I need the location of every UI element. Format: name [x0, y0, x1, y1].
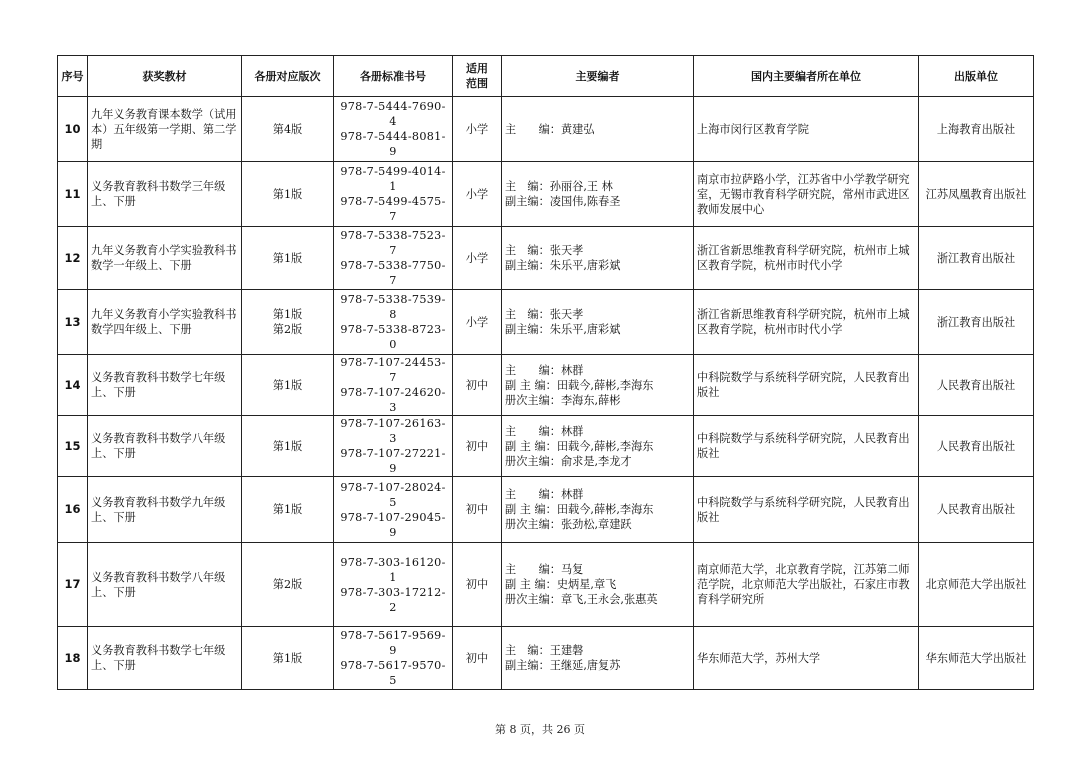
cell-editors: 主 编：黄建弘 — [502, 97, 694, 162]
cell-publisher: 江苏凤凰教育出版社 — [919, 162, 1034, 227]
cell-edition: 第1版 — [242, 355, 334, 416]
table-row — [58, 97, 1034, 162]
cell-title: 义务教育教科书数学八年级上、下册 — [88, 416, 242, 477]
cell-edition: 第1版 — [242, 162, 334, 227]
cell-scope: 小学 — [453, 227, 502, 290]
cell-scope: 小学 — [453, 97, 502, 162]
cell-scope: 小学 — [453, 290, 502, 355]
header-title: 获奖教材 — [88, 56, 242, 97]
cell-edition: 第1版 — [242, 627, 334, 690]
header-scope: 适用 范围 — [453, 56, 502, 97]
cell-editors: 主 编：林群 副 主 编：田载今,薛彬,李海东 册次主编：李海东,薛彬 — [502, 355, 694, 416]
cell-edition: 第2版 — [242, 543, 334, 627]
cell-editors: 主 编：马复 副 主 编：史炳星,章飞 册次主编：章飞,王永会,张惠英 — [502, 543, 694, 627]
cell-units: 浙江省新思维教育科学研究院，杭州市上城区教育学院，杭州市时代小学 — [694, 290, 919, 355]
cell-publisher: 浙江教育出版社 — [919, 290, 1034, 355]
cell-editors: 主 编：张天孝 副主编：朱乐平,唐彩斌 — [502, 290, 694, 355]
cell-publisher: 北京师范大学出版社 — [919, 543, 1034, 627]
cell-num: 12 — [58, 227, 88, 290]
cell-edition: 第1版 — [242, 227, 334, 290]
header-publisher: 出版单位 — [919, 56, 1034, 97]
cell-units: 上海市闵行区教育学院 — [694, 97, 919, 162]
cell-title: 义务教育教科书数学九年级上、下册 — [88, 477, 242, 543]
cell-edition: 第4版 — [242, 97, 334, 162]
cell-num: 18 — [58, 627, 88, 690]
cell-publisher: 华东师范大学出版社 — [919, 627, 1034, 690]
cell-num: 14 — [58, 355, 88, 416]
header-units: 国内主要编者所在单位 — [694, 56, 919, 97]
cell-publisher: 浙江教育出版社 — [919, 227, 1034, 290]
header-num: 序号 — [58, 56, 88, 97]
cell-scope: 初中 — [453, 355, 502, 416]
table-row — [58, 290, 1034, 355]
cell-editors: 主 编：林群 副 主 编：田载今,薛彬,李海东 册次主编：俞求是,李龙才 — [502, 416, 694, 477]
cell-num: 17 — [58, 543, 88, 627]
table-row — [58, 477, 1034, 543]
table-row — [58, 543, 1034, 627]
cell-units: 中科院数学与系统科学研究院，人民教育出版社 — [694, 355, 919, 416]
cell-isbn: 978-7-5499-4014-1 978-7-5499-4575-7 — [334, 162, 453, 227]
cell-num: 13 — [58, 290, 88, 355]
cell-isbn: 978-7-5444-7690-4 978-7-5444-8081-9 — [334, 97, 453, 162]
cell-editors: 主 编：孙丽谷,王 林 副主编：凌国伟,陈春圣 — [502, 162, 694, 227]
header-isbn: 各册标准书号 — [334, 56, 453, 97]
table-row — [58, 162, 1034, 227]
cell-isbn: 978-7-107-26163-3 978-7-107-27221-9 — [334, 416, 453, 477]
cell-editors: 主 编：林群 副 主 编：田载今,薛彬,李海东 册次主编：张劲松,章建跃 — [502, 477, 694, 543]
cell-scope: 初中 — [453, 416, 502, 477]
table-row — [58, 355, 1034, 416]
cell-isbn: 978-7-5338-7539-8 978-7-5338-8723-0 — [334, 290, 453, 355]
cell-publisher: 人民教育出版社 — [919, 477, 1034, 543]
cell-isbn: 978-7-5617-9569-9 978-7-5617-9570-5 — [334, 627, 453, 690]
cell-scope: 初中 — [453, 627, 502, 690]
cell-title: 义务教育教科书数学七年级上、下册 — [88, 355, 242, 416]
cell-units: 浙江省新思维教育科学研究院，杭州市上城区教育学院，杭州市时代小学 — [694, 227, 919, 290]
cell-units: 中科院数学与系统科学研究院，人民教育出版社 — [694, 477, 919, 543]
table-row — [58, 227, 1034, 290]
cell-isbn: 978-7-107-28024-5 978-7-107-29045-9 — [334, 477, 453, 543]
award-textbook-table — [57, 55, 1034, 690]
header-edition: 各册对应版次 — [242, 56, 334, 97]
page-footer: 第 8 页，共 26 页 — [495, 723, 585, 736]
cell-publisher: 人民教育出版社 — [919, 355, 1034, 416]
cell-title: 九年义务教育课本数学（试用本）五年级第一学期、第二学期 — [88, 97, 242, 162]
cell-title: 义务教育教科书数学八年级上、下册 — [88, 543, 242, 627]
cell-units: 南京师范大学，北京教育学院，江苏第二师范学院，北京师范大学出版社，石家庄市教育科学研究所 — [694, 543, 919, 627]
cell-scope: 初中 — [453, 543, 502, 627]
cell-num: 15 — [58, 416, 88, 477]
table-row — [58, 416, 1034, 477]
cell-units: 南京市拉萨路小学，江苏省中小学教学研究室，无锡市教育科学研究院，常州市武进区教师发展中心 — [694, 162, 919, 227]
cell-editors: 主 编：张天孝 副主编：朱乐平,唐彩斌 — [502, 227, 694, 290]
cell-num: 10 — [58, 97, 88, 162]
header-editors: 主要编者 — [502, 56, 694, 97]
cell-edition: 第1版 — [242, 477, 334, 543]
cell-title: 九年义务教育小学实验教科书数学一年级上、下册 — [88, 227, 242, 290]
cell-scope: 初中 — [453, 477, 502, 543]
table-header-row — [58, 56, 1034, 97]
cell-edition: 第1版 第2版 — [242, 290, 334, 355]
cell-editors: 主 编：王建磐 副主编：王继延,唐复苏 — [502, 627, 694, 690]
cell-title: 义务教育教科书数学七年级上、下册 — [88, 627, 242, 690]
cell-scope: 小学 — [453, 162, 502, 227]
cell-publisher: 上海教育出版社 — [919, 97, 1034, 162]
cell-num: 11 — [58, 162, 88, 227]
cell-publisher: 人民教育出版社 — [919, 416, 1034, 477]
cell-title: 九年义务教育小学实验教科书数学四年级上、下册 — [88, 290, 242, 355]
cell-edition: 第1版 — [242, 416, 334, 477]
table-row — [58, 627, 1034, 690]
cell-isbn: 978-7-5338-7523-7 978-7-5338-7750-7 — [334, 227, 453, 290]
cell-isbn: 978-7-107-24453-7 978-7-107-24620-3 — [334, 355, 453, 416]
cell-title: 义务教育教科书数学三年级上、下册 — [88, 162, 242, 227]
cell-num: 16 — [58, 477, 88, 543]
cell-isbn: 978-7-303-16120-1 978-7-303-17212-2 — [334, 543, 453, 627]
cell-units: 华东师范大学，苏州大学 — [694, 627, 919, 690]
cell-units: 中科院数学与系统科学研究院，人民教育出版社 — [694, 416, 919, 477]
